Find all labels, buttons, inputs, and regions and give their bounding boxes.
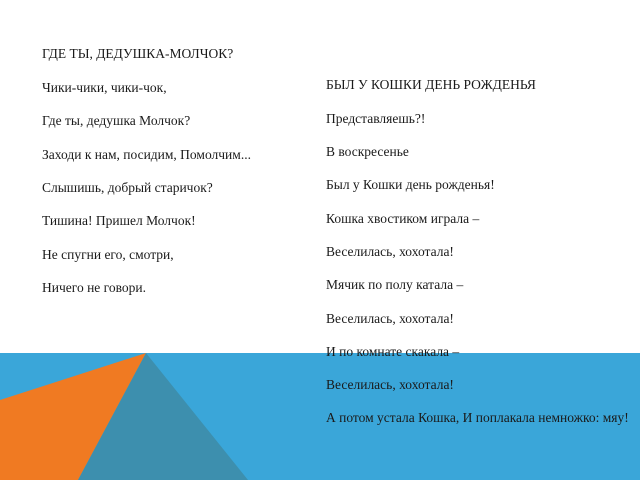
poem-left-line: Где ты, дедушка Молчок?: [42, 113, 191, 128]
poem-right-line: В воскресенье: [326, 144, 409, 159]
poem-left-line: Не спугни его, смотри,: [42, 247, 174, 262]
poem-right-line: Был у Кошки день рожденья!: [326, 177, 495, 192]
poem-left-line: Ничего не говори.: [42, 280, 147, 295]
poem-right-line: Веселилась, хохотала!: [326, 244, 454, 259]
poem-right-line: Мячик по полу катала –: [326, 277, 464, 292]
poem-right-line: Веселилась, хохотала!: [326, 311, 454, 326]
poem-right-line: И по комнате скакала –: [326, 344, 460, 359]
poem-right-title: БЫЛ У КОШКИ ДЕНЬ РОЖДЕНЬЯ: [326, 77, 536, 92]
poem-right-line: Кошка хвостиком играла –: [326, 211, 480, 226]
poem-right-line: А потом устала Кошка, И поплакала немножко: мяу!: [326, 410, 629, 425]
poem-left-title: ГДЕ ТЫ, ДЕДУШКА-МОЛЧОК?: [42, 46, 234, 61]
poem-right-line: Представляешь?!: [326, 111, 426, 126]
poem-left-line: Слышишь, добрый старичок?: [42, 180, 213, 195]
poem-left-line: Тишина! Пришел Молчок!: [42, 213, 196, 228]
poem-left-line: Чики-чики, чики-чок,: [42, 80, 167, 95]
poem-right-line: Веселилась, хохотала!: [326, 377, 454, 392]
poem-left-line: Заходи к нам, посидим, Помолчим...: [42, 147, 251, 162]
